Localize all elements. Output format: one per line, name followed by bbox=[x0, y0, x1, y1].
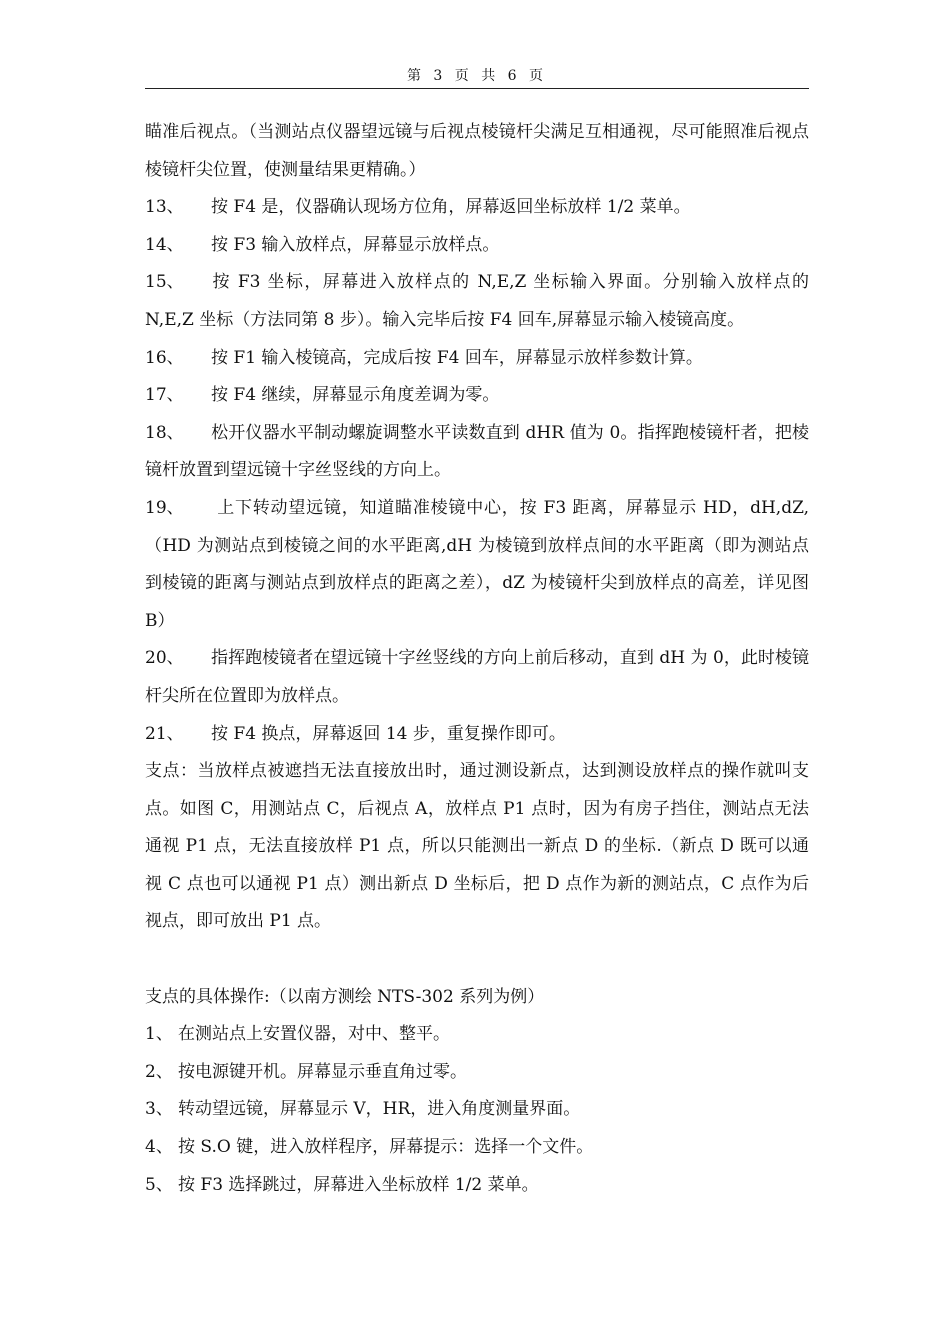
pivot-step-1 bbox=[145, 1016, 809, 1054]
step-text: 按 F3 选择跳过，屏幕进入坐标放样 1/2 菜单。 bbox=[178, 1174, 539, 1195]
step-20 bbox=[145, 640, 809, 715]
step-number: 18、 bbox=[145, 422, 184, 443]
step-number: 3、 bbox=[145, 1099, 173, 1120]
step-number: 15、 bbox=[145, 272, 184, 293]
pivot-step-5 bbox=[145, 1167, 809, 1205]
paragraph-gap bbox=[145, 941, 809, 979]
pivot-step-3 bbox=[145, 1091, 809, 1129]
pivot-heading: 支点的具体操作:（以南方测绘 NTS-302 系列为例） bbox=[145, 986, 545, 1007]
step-text: 按 F4 是，仪器确认现场方位角，屏幕返回坐标放样 1/2 菜单。 bbox=[211, 197, 691, 218]
step-15 bbox=[145, 264, 809, 339]
step-16 bbox=[145, 340, 809, 378]
step-number: 19、 bbox=[145, 497, 184, 518]
step-text: 在测站点上安置仪器，对中、整平。 bbox=[178, 1024, 450, 1045]
step-text: 上下转动望远镜，知道瞄准棱镜中心，按 F3 距离，屏幕显示 HD，dH,dZ,（HD 为测站点到棱镜之间的水平距离,dH 为棱镜到放样点间的水平距离（即为测站点到棱镜的距离与测站点到放样点的距离之差），dZ 为棱镜杆尖到放样点的高差，详见图 B） bbox=[145, 497, 809, 631]
step-21 bbox=[145, 716, 809, 754]
step-13 bbox=[145, 189, 809, 227]
step-text: 松开仪器水平制动螺旋调整水平读数直到 dHR 值为 0。指挥跑棱镜杆者，把棱镜杆放置到望远镜十字丝竖线的方向上。 bbox=[145, 422, 809, 481]
pivot-step-2 bbox=[145, 1054, 809, 1092]
pivot-step-4 bbox=[145, 1129, 809, 1167]
step-number: 13、 bbox=[145, 197, 184, 218]
step-text: 按电源键开机。屏幕显示垂直角过零。 bbox=[178, 1061, 467, 1082]
step-text: 按 F1 输入棱镜高，完成后按 F4 回车，屏幕显示放样参数计算。 bbox=[211, 347, 703, 368]
step-18 bbox=[145, 415, 809, 490]
step-number: 4、 bbox=[145, 1137, 173, 1158]
step-text: 按 S.O 键，进入放样程序，屏幕提示：选择一个文件。 bbox=[178, 1137, 594, 1158]
step-number: 14、 bbox=[145, 234, 184, 255]
step-text: 转动望远镜，屏幕显示 V，HR，进入角度测量界面。 bbox=[178, 1099, 581, 1120]
step-text: 按 F4 换点，屏幕返回 14 步，重复操作即可。 bbox=[211, 723, 566, 744]
step-19 bbox=[145, 490, 809, 640]
page-header: 第 3 页 共 6 页 bbox=[406, 68, 548, 84]
step-number: 5、 bbox=[145, 1174, 173, 1195]
step-14 bbox=[145, 227, 809, 265]
step-text: 按 F4 继续，屏幕显示角度差调为零。 bbox=[211, 385, 500, 406]
step-number: 20、 bbox=[145, 648, 184, 669]
step-text: 按 F3 输入放样点，屏幕显示放样点。 bbox=[211, 234, 500, 255]
pivot-paragraph: 支点：当放样点被遮挡无法直接放出时，通过测设新点，达到测设放样点的操作就叫支点。如图 C，用测站点 C，后视点 A，放样点 P1 点时，因为有房子挡住，测站点无法通视 P1 点，无法直接放样 P1 点，所以只能测出一新点 D 的坐标.（新点 D 既可以通视 C 点也可以通视 P1 点）测出新点 D 坐标后，把 D 点作为新的测站点，C 点作为后视点，即可放出 P1 点。 bbox=[145, 761, 809, 932]
step-list bbox=[145, 189, 809, 753]
step-17 bbox=[145, 377, 809, 415]
step-number: 16、 bbox=[145, 347, 184, 368]
step-text: 指挥跑棱镜者在望远镜十字丝竖线的方向上前后移动，直到 dH 为 0，此时棱镜杆尖所在位置即为放样点。 bbox=[145, 648, 809, 706]
step-number: 21、 bbox=[145, 723, 184, 744]
step-number: 17、 bbox=[145, 385, 184, 406]
step-number: 2、 bbox=[145, 1061, 173, 1082]
pivot-step-list bbox=[145, 1016, 809, 1204]
intro-paragraph: 瞄准后视点。（当测站点仪器望远镜与后视点棱镜杆尖满足互相通视，尽可能照准后视点棱镜杆尖位置，使测量结果更精确。） bbox=[145, 122, 809, 180]
step-text: 按 F3 坐标，屏幕进入放样点的 N,E,Z 坐标输入界面。分别输入放样点的 N,E,Z 坐标（方法同第 8 步）。输入完毕后按 F4 回车,屏幕显示输入棱镜高度。 bbox=[145, 272, 809, 330]
step-number: 1、 bbox=[145, 1024, 173, 1045]
document-body bbox=[145, 114, 809, 1204]
header-rule bbox=[145, 88, 809, 89]
